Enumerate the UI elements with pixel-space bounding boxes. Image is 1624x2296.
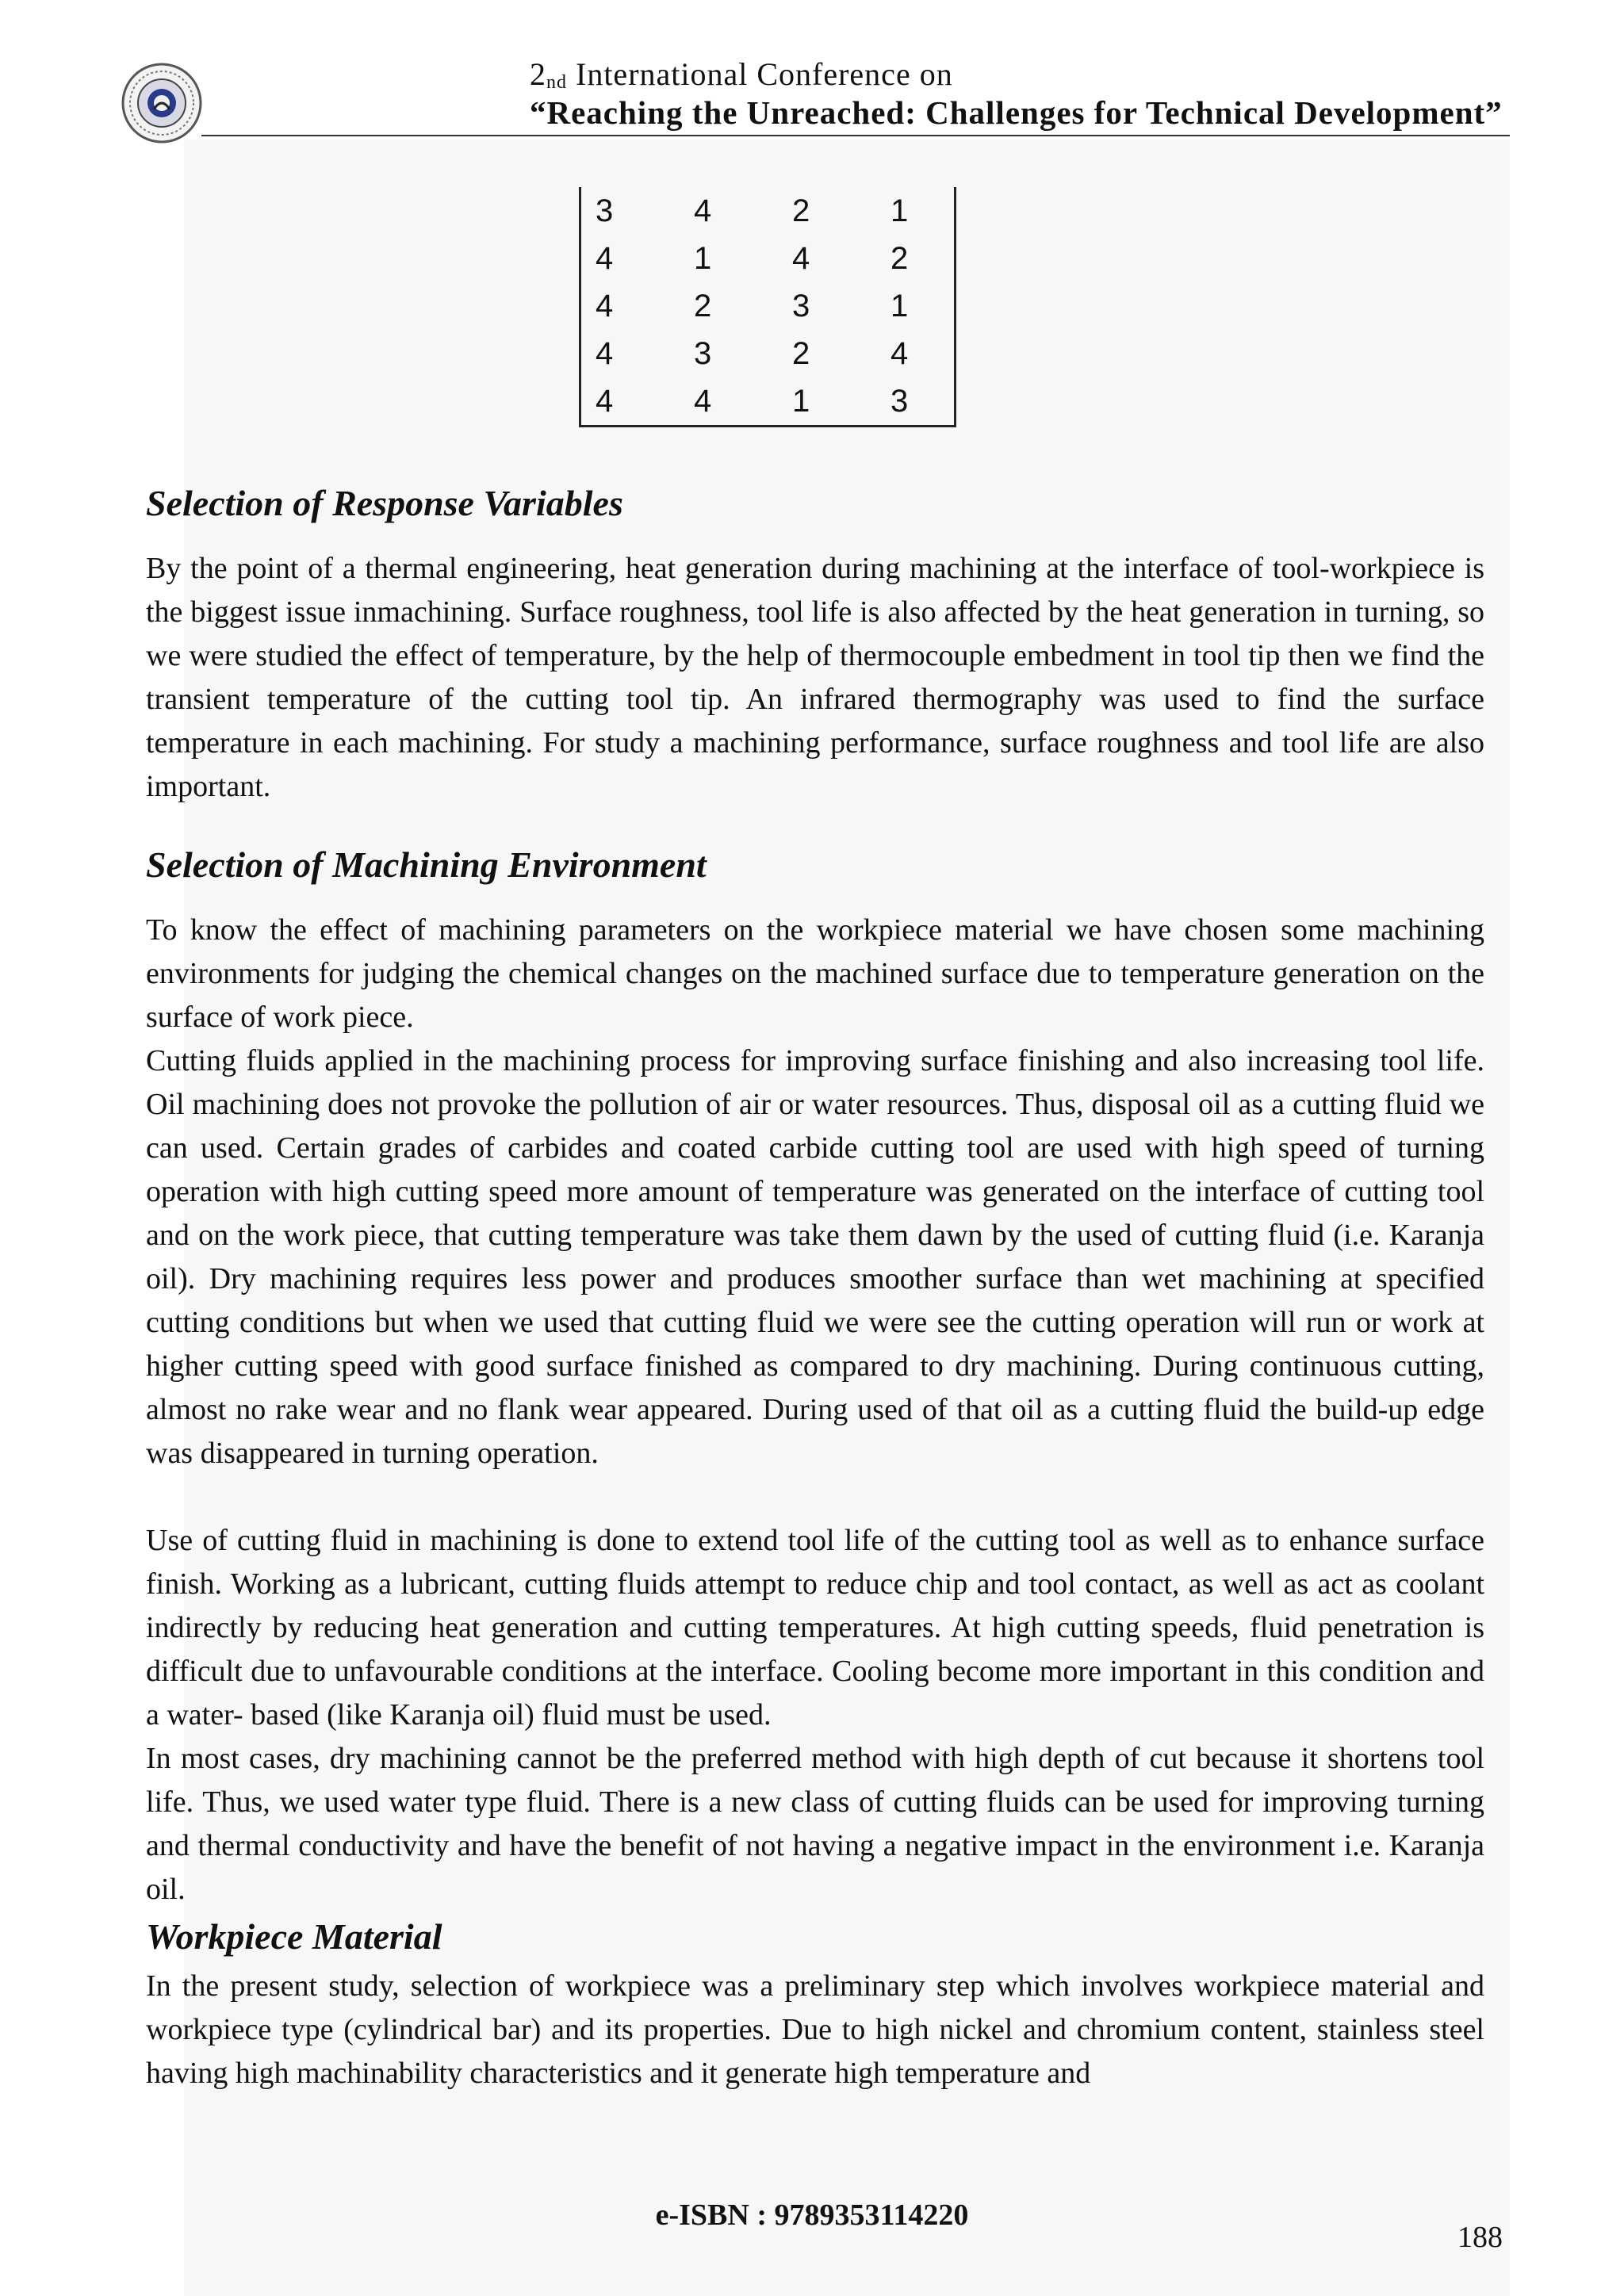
section-heading-response-variables: Selection of Response Variables: [146, 483, 623, 523]
paragraph: In most cases, dry machining cannot be the preferred method with high depth of cut because it shortens tool life. Thus, we used water type fluid. There is a new class of cutting fluids can be used for improving turning and thermal conductivity and have the benefit of not having a negative impact in the environment i.e. Karanja oil.: [146, 1742, 1484, 1906]
paragraph: Cutting fluids applied in the machining process for improving surface finishing and also increasing tool life. Oil machining does not provoke the pollution of air or water resources. Thus, disposal oil as a cutting fluid we can used. Certain grades of carbides and coated carbide cutting tool are used with high speed of turning operation with high cutting speed more amount of temperature was generated on the interface of cutting tool and on the work piece, that cutting temperature was take them dawn by the used of cutting fluid (i.e. Karanja oil). Dry machining requires less power and produces smoother surface than wet machining at specified cutting conditions but when we used that cutting fluid we were see the cutting operation will run or work at higher cutting speed with good surface finished as compared to dry machining. During continuous cutting, almost no rake wear and no flank wear appeared. During used of that oil as a cutting fluid the build-up edge was disappeared in turning operation.: [146, 1044, 1484, 1470]
table-cell: 3: [694, 335, 712, 371]
table-row: [580, 187, 956, 235]
table-cell: 2: [891, 240, 909, 276]
table-cell: 4: [596, 383, 614, 419]
table-cell: 4: [596, 335, 614, 371]
conference-theme: “Reaching the Unreached: Challenges for Technical Development”: [530, 94, 1503, 131]
header-divider: [201, 135, 1510, 136]
conference-title: [530, 55, 953, 94]
table-cell: 4: [596, 240, 614, 276]
table-row: [580, 235, 956, 282]
table-cell: 2: [792, 193, 810, 228]
data-table: [579, 187, 956, 427]
table-cell: 4: [694, 193, 712, 228]
table-cell: 2: [792, 335, 810, 371]
table-cell: 4: [891, 335, 909, 371]
table-cell: 4: [792, 240, 810, 276]
table-cell: 4: [694, 383, 712, 419]
table-cell: 4: [596, 288, 614, 323]
conference-ordinal-suffix: nd: [546, 72, 567, 93]
table-cell: 3: [891, 383, 909, 419]
table-cell: 3: [596, 193, 614, 228]
table-cell: 2: [694, 288, 712, 323]
table-cell: 1: [694, 240, 712, 276]
table-cell: 3: [792, 288, 810, 323]
conference-name: International Conference on: [567, 56, 953, 92]
page-number: 188: [1457, 2221, 1503, 2254]
table-row: [580, 330, 956, 377]
conference-logo-icon: [121, 62, 203, 144]
table-cell: 1: [891, 193, 909, 228]
paragraph: By the point of a thermal engineering, heat generation during machining at the interface of tool-workpiece is the biggest issue inmachining. Surface roughness, tool life is also affected by the heat generation in turning, so we were studied the effect of temperature, by the help of thermocouple embedment in tool tip then we find the transient temperature of the cutting tool tip. An infrared thermography was used to find the surface temperature in each machining. For study a machining performance, surface roughness and tool life are also important.: [146, 552, 1484, 803]
section-heading-workpiece-material: Workpiece Material: [146, 1916, 442, 1957]
paragraph: In the present study, selection of workpiece was a preliminary step which involves workpiece material and workpiece type (cylindrical bar) and its properties. Due to high nickel and chromium content, stainless steel having high machinability characteristics and it generate high temperature and: [146, 1969, 1484, 2090]
footer-isbn: e-ISBN : 9789353114220: [655, 2198, 969, 2232]
table-cell: 1: [891, 288, 909, 323]
table-row: [580, 282, 956, 330]
conference-ordinal: 2: [530, 56, 546, 92]
paragraph: To know the effect of machining parameters on the workpiece material we have chosen some machining environments for judging the chemical changes on the machined surface due to temperature generation on the surface of work piece.: [146, 913, 1484, 1034]
table-cell: 1: [792, 383, 810, 419]
section-heading-machining-environment: Selection of Machining Environment: [146, 844, 707, 885]
table-row: [580, 377, 956, 427]
paragraph: Use of cutting fluid in machining is done to extend tool life of the cutting tool as well as to enhance surface finish. Working as a lubricant, cutting fluids attempt to reduce chip and tool contact, as well as act as coolant indirectly by reducing heat generation and cutting temperatures. At high cutting speeds, fluid penetration is difficult due to unfavourable conditions at the interface. Cooling become more important in this condition and a water- based (like Karanja oil) fluid must be used.: [146, 1524, 1484, 1732]
